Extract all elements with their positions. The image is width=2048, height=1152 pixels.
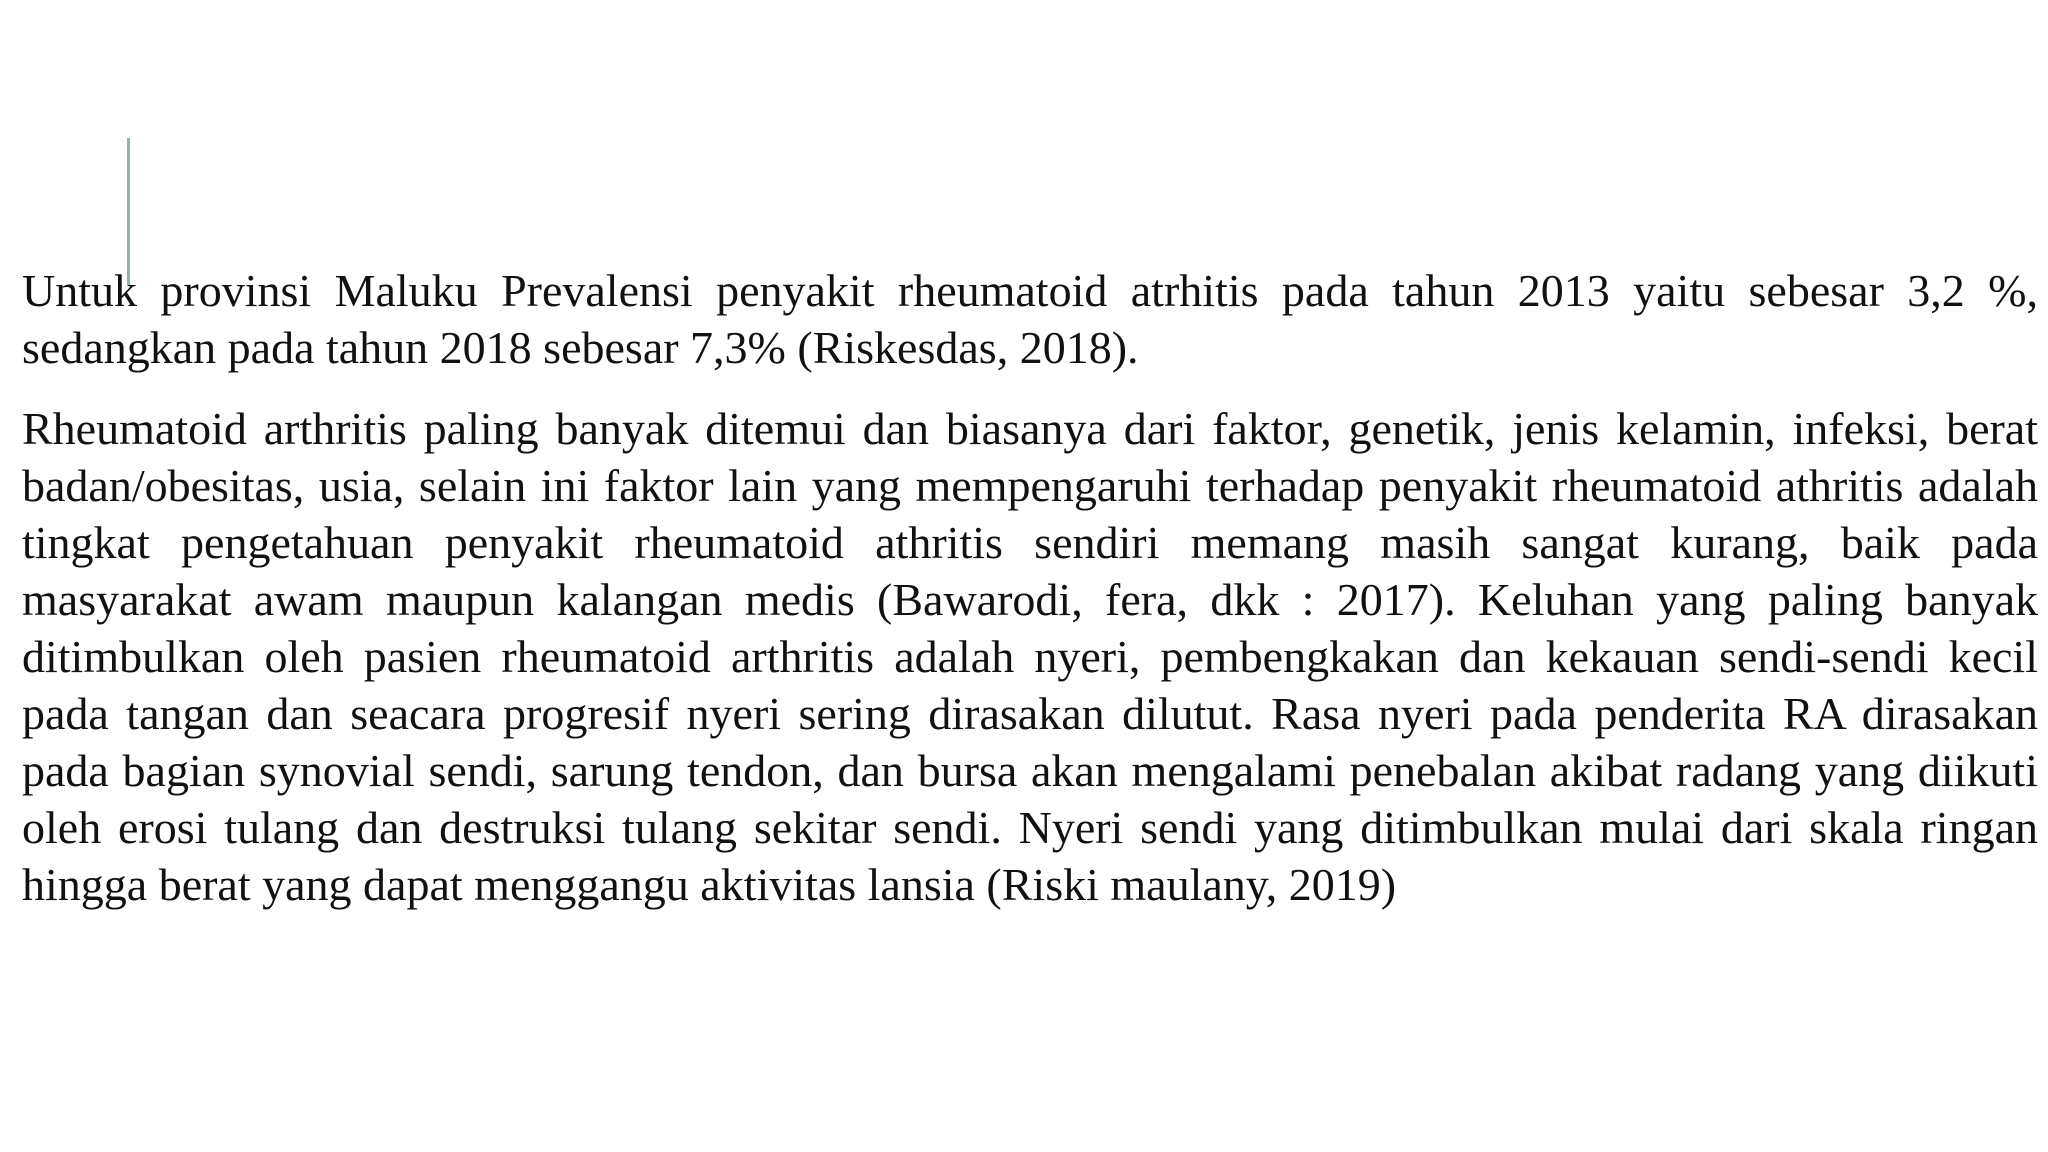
paragraph-rheumatoid-arthritis: Rheumatoid arthritis paling banyak ditemui dan biasanya dari faktor, genetik, jenis kelamin, infeksi, berat badan/obesitas, usia, selain ini faktor lain yang mempengaruhi terhadap penyakit rheumatoid athritis adalah tingkat pengetahuan penyakit rheumatoid athritis sendiri memang masih sangat kurang, baik pada masyarakat awam maupun kalangan medis (Bawarodi, fera, dkk : 2017). Keluhan yang paling banyak ditimbulkan oleh pasien rheumatoid arthritis adalah nyeri, pembengkakan dan kekauan sendi-sendi kecil pada tangan dan seacara progresif nyeri sering dirasakan dilutut. Rasa nyeri pada penderita RA dirasakan pada bagian synovial sendi, sarung tendon, dan bursa akan mengalami penebalan akibat radang yang diikuti oleh erosi tulang dan destruksi tulang sekitar sendi. Nyeri sendi yang ditimbulkan mulai dari skala ringan hingga berat yang dapat menggangu aktivitas lansia (Riski maulany, 2019) — [22, 403, 2038, 910]
paragraph-prevalence: Untuk provinsi Maluku Prevalensi penyakit rheumatoid atrhitis pada tahun 2013 yaitu sebesar 3,2 %, sedangkan pada tahun 2018 sebesar 7,3% (Riskesdas, 2018). — [22, 265, 2038, 373]
slide-text-body — [22, 262, 2038, 913]
